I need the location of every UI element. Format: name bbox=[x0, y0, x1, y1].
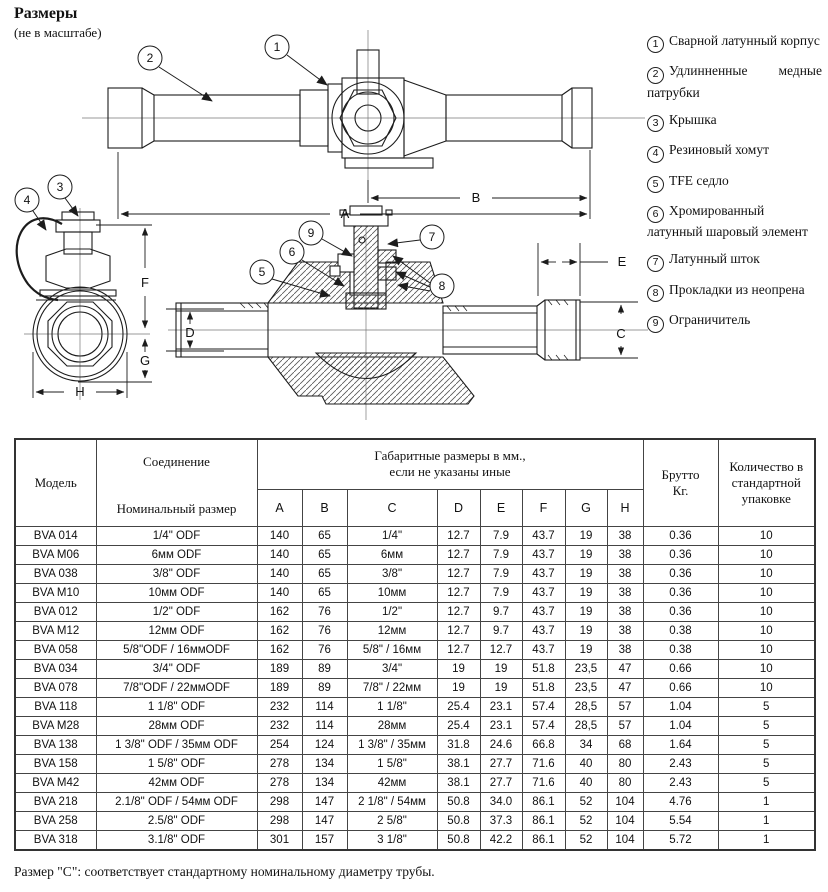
table-row bbox=[15, 584, 815, 603]
value-cell: 52 bbox=[565, 793, 607, 812]
value-cell: 1 3/8" / 35мм bbox=[347, 736, 437, 755]
value-cell: 5 bbox=[718, 717, 815, 736]
value-cell: 6мм ODF bbox=[96, 546, 257, 565]
value-cell: 157 bbox=[302, 831, 347, 851]
value-cell: 65 bbox=[302, 546, 347, 565]
value-cell: 7/8" / 22мм bbox=[347, 679, 437, 698]
value-cell: 2 5/8" bbox=[347, 812, 437, 831]
page-subtitle: (не в масштабе) bbox=[14, 25, 102, 40]
model-cell: BVA 218 bbox=[15, 793, 96, 812]
value-cell: 12.7 bbox=[437, 565, 480, 584]
value-cell: 19 bbox=[480, 679, 522, 698]
value-cell: 124 bbox=[302, 736, 347, 755]
value-cell: 5 bbox=[718, 755, 815, 774]
value-cell: 5.72 bbox=[643, 831, 718, 851]
legend-item bbox=[647, 172, 822, 193]
value-cell: 298 bbox=[257, 793, 302, 812]
value-cell: 301 bbox=[257, 831, 302, 851]
value-cell: 3 1/8" bbox=[347, 831, 437, 851]
model-cell: BVA M42 bbox=[15, 774, 96, 793]
value-cell: 10 bbox=[718, 584, 815, 603]
value-cell: 3/4" ODF bbox=[96, 660, 257, 679]
value-cell: 38 bbox=[607, 527, 643, 546]
value-cell: 12.7 bbox=[437, 622, 480, 641]
value-cell: 86.1 bbox=[522, 812, 565, 831]
valve-diagrams bbox=[0, 0, 650, 432]
value-cell: 57 bbox=[607, 698, 643, 717]
legend-item-text: Латунный шток bbox=[669, 251, 760, 267]
dimensions-table bbox=[14, 438, 816, 851]
value-cell: 71.6 bbox=[522, 755, 565, 774]
value-cell: 19 bbox=[437, 679, 480, 698]
table-row bbox=[15, 565, 815, 584]
table-row bbox=[15, 831, 815, 851]
table-footnote: Размер "С": соответствует стандартному номинальному диаметру трубы. bbox=[14, 864, 435, 879]
value-cell: 7.9 bbox=[480, 527, 522, 546]
svg-text:1: 1 bbox=[273, 40, 281, 54]
value-cell: 27.7 bbox=[480, 755, 522, 774]
value-cell: 10 bbox=[718, 546, 815, 565]
col-header-dim-G: G bbox=[565, 489, 607, 526]
legend-item bbox=[647, 250, 822, 271]
value-cell: 51.8 bbox=[522, 679, 565, 698]
value-cell: 162 bbox=[257, 603, 302, 622]
value-cell: 50.8 bbox=[437, 793, 480, 812]
value-cell: 189 bbox=[257, 660, 302, 679]
value-cell: 4.76 bbox=[643, 793, 718, 812]
value-cell: 0.36 bbox=[643, 546, 718, 565]
value-cell: 19 bbox=[437, 660, 480, 679]
col-header-dim-E: E bbox=[480, 489, 522, 526]
dim-label-A: A bbox=[340, 206, 350, 221]
page-title: Размеры bbox=[14, 5, 78, 22]
value-cell: 6мм bbox=[347, 546, 437, 565]
col-header-dim-A: A bbox=[257, 489, 302, 526]
value-cell: 27.7 bbox=[480, 774, 522, 793]
value-cell: 5 bbox=[718, 736, 815, 755]
nominal-size-label: Номинальный размер bbox=[116, 501, 237, 516]
value-cell: 278 bbox=[257, 774, 302, 793]
value-cell: 1/2" ODF bbox=[96, 603, 257, 622]
value-cell: 38 bbox=[607, 641, 643, 660]
col-header-dim-H: H bbox=[607, 489, 643, 526]
value-cell: 0.36 bbox=[643, 565, 718, 584]
legend-item bbox=[647, 141, 822, 162]
value-cell: 43.7 bbox=[522, 565, 565, 584]
model-cell: BVA 258 bbox=[15, 812, 96, 831]
value-cell: 104 bbox=[607, 793, 643, 812]
table-row bbox=[15, 774, 815, 793]
value-cell: 10 bbox=[718, 565, 815, 584]
dim-label-E: E bbox=[617, 254, 627, 269]
value-cell: 12мм ODF bbox=[96, 622, 257, 641]
value-cell: 47 bbox=[607, 660, 643, 679]
value-cell: 40 bbox=[565, 774, 607, 793]
value-cell: 28,5 bbox=[565, 698, 607, 717]
col-header-model: Модель bbox=[15, 439, 96, 527]
table-body bbox=[15, 527, 815, 851]
value-cell: 38 bbox=[607, 546, 643, 565]
value-cell: 50.8 bbox=[437, 812, 480, 831]
value-cell: 19 bbox=[480, 660, 522, 679]
value-cell: 0.36 bbox=[643, 584, 718, 603]
value-cell: 80 bbox=[607, 755, 643, 774]
value-cell: 25.4 bbox=[437, 717, 480, 736]
value-cell: 65 bbox=[302, 565, 347, 584]
legend-number-badge: 5 bbox=[647, 176, 664, 193]
model-cell: BVA 034 bbox=[15, 660, 96, 679]
value-cell: 43.7 bbox=[522, 584, 565, 603]
value-cell: 7.9 bbox=[480, 546, 522, 565]
value-cell: 10 bbox=[718, 679, 815, 698]
model-cell: BVA 158 bbox=[15, 755, 96, 774]
value-cell: 86.1 bbox=[522, 831, 565, 851]
legend-number-badge: 3 bbox=[647, 115, 664, 132]
value-cell: 38 bbox=[607, 603, 643, 622]
value-cell: 10мм ODF bbox=[96, 584, 257, 603]
value-cell: 7/8"ODF / 22ммODF bbox=[96, 679, 257, 698]
section-view-drawing bbox=[176, 206, 580, 404]
value-cell: 43.7 bbox=[522, 603, 565, 622]
value-cell: 1 5/8" ODF bbox=[96, 755, 257, 774]
table-row bbox=[15, 755, 815, 774]
value-cell: 86.1 bbox=[522, 793, 565, 812]
legend-item-text: Удлинненные медные патрубки bbox=[647, 63, 822, 100]
value-cell: 51.8 bbox=[522, 660, 565, 679]
value-cell: 140 bbox=[257, 527, 302, 546]
legend-number-badge: 7 bbox=[647, 255, 664, 272]
legend-item-text: Прокладки из неопрена bbox=[669, 281, 805, 297]
value-cell: 19 bbox=[565, 622, 607, 641]
value-cell: 76 bbox=[302, 641, 347, 660]
value-cell: 147 bbox=[302, 793, 347, 812]
value-cell: 278 bbox=[257, 755, 302, 774]
value-cell: 42.2 bbox=[480, 831, 522, 851]
table-row bbox=[15, 546, 815, 565]
value-cell: 43.7 bbox=[522, 527, 565, 546]
value-cell: 89 bbox=[302, 660, 347, 679]
value-cell: 1 3/8" ODF / 35мм ODF bbox=[96, 736, 257, 755]
value-cell: 65 bbox=[302, 527, 347, 546]
model-cell: BVA 318 bbox=[15, 831, 96, 851]
table-row bbox=[15, 660, 815, 679]
value-cell: 52 bbox=[565, 812, 607, 831]
value-cell: 34.0 bbox=[480, 793, 522, 812]
value-cell: 34 bbox=[565, 736, 607, 755]
value-cell: 2.1/8" ODF / 54мм ODF bbox=[96, 793, 257, 812]
dim-label-H: H bbox=[75, 384, 85, 399]
value-cell: 76 bbox=[302, 603, 347, 622]
svg-text:6: 6 bbox=[288, 245, 296, 259]
table-row bbox=[15, 603, 815, 622]
value-cell: 28,5 bbox=[565, 717, 607, 736]
value-cell: 7.9 bbox=[480, 584, 522, 603]
value-cell: 2.43 bbox=[643, 755, 718, 774]
value-cell: 1.04 bbox=[643, 717, 718, 736]
value-cell: 38.1 bbox=[437, 774, 480, 793]
dim-label-D: D bbox=[185, 325, 195, 340]
value-cell: 232 bbox=[257, 698, 302, 717]
value-cell: 1 bbox=[718, 793, 815, 812]
value-cell: 57 bbox=[607, 717, 643, 736]
value-cell: 10мм bbox=[347, 584, 437, 603]
dim-label-B: B bbox=[471, 190, 481, 205]
legend-item-text: Сварной латунный корпус bbox=[669, 33, 820, 48]
value-cell: 23,5 bbox=[565, 679, 607, 698]
value-cell: 140 bbox=[257, 546, 302, 565]
value-cell: 2.5/8" ODF bbox=[96, 812, 257, 831]
legend-item bbox=[647, 311, 822, 332]
legend-item-text: Хромированный латунный шаровый элемент bbox=[647, 203, 808, 240]
value-cell: 254 bbox=[257, 736, 302, 755]
legend-number-badge: 4 bbox=[647, 146, 664, 163]
svg-text:7: 7 bbox=[428, 230, 436, 244]
value-cell: 140 bbox=[257, 565, 302, 584]
value-cell: 1/4" bbox=[347, 527, 437, 546]
value-cell: 23.1 bbox=[480, 717, 522, 736]
value-cell: 9.7 bbox=[480, 622, 522, 641]
value-cell: 19 bbox=[565, 584, 607, 603]
value-cell: 10 bbox=[718, 603, 815, 622]
value-cell: 76 bbox=[302, 622, 347, 641]
col-header-connection bbox=[96, 439, 257, 527]
value-cell: 5 bbox=[718, 698, 815, 717]
col-header-dim-D: D bbox=[437, 489, 480, 526]
value-cell: 1 1/8" bbox=[347, 698, 437, 717]
value-cell: 1 1/8" ODF bbox=[96, 698, 257, 717]
value-cell: 12.7 bbox=[437, 546, 480, 565]
legend-number-badge: 2 bbox=[647, 67, 664, 84]
value-cell: 1.64 bbox=[643, 736, 718, 755]
table-row bbox=[15, 812, 815, 831]
svg-text:5: 5 bbox=[258, 265, 266, 279]
value-cell: 1 bbox=[718, 812, 815, 831]
col-header-dim-B: B bbox=[302, 489, 347, 526]
value-cell: 3/4" bbox=[347, 660, 437, 679]
value-cell: 0.66 bbox=[643, 660, 718, 679]
value-cell: 0.36 bbox=[643, 527, 718, 546]
value-cell: 10 bbox=[718, 641, 815, 660]
value-cell: 134 bbox=[302, 755, 347, 774]
table-row bbox=[15, 793, 815, 812]
value-cell: 43.7 bbox=[522, 622, 565, 641]
svg-text:9: 9 bbox=[307, 226, 315, 240]
table-row bbox=[15, 641, 815, 660]
table-row bbox=[15, 717, 815, 736]
top-view-drawing bbox=[108, 50, 592, 168]
value-cell: 89 bbox=[302, 679, 347, 698]
value-cell: 43.7 bbox=[522, 546, 565, 565]
table-row bbox=[15, 736, 815, 755]
value-cell: 2.43 bbox=[643, 774, 718, 793]
col-header-dimensions-group: Габаритные размеры в мм., если не указаны иные bbox=[257, 439, 643, 489]
value-cell: 114 bbox=[302, 698, 347, 717]
value-cell: 47 bbox=[607, 679, 643, 698]
value-cell: 12.7 bbox=[437, 584, 480, 603]
value-cell: 57.4 bbox=[522, 717, 565, 736]
value-cell: 10 bbox=[718, 622, 815, 641]
svg-text:3: 3 bbox=[56, 180, 64, 194]
value-cell: 10 bbox=[718, 527, 815, 546]
value-cell: 1/4" ODF bbox=[96, 527, 257, 546]
col-header-dim-F: F bbox=[522, 489, 565, 526]
value-cell: 38 bbox=[607, 584, 643, 603]
legend-item-text: Резиновый хомут bbox=[669, 142, 769, 158]
model-cell: BVA 138 bbox=[15, 736, 96, 755]
legend-item bbox=[647, 281, 822, 302]
value-cell: 298 bbox=[257, 812, 302, 831]
value-cell: 5/8"ODF / 16ммODF bbox=[96, 641, 257, 660]
value-cell: 5.54 bbox=[643, 812, 718, 831]
value-cell: 28мм ODF bbox=[96, 717, 257, 736]
value-cell: 104 bbox=[607, 812, 643, 831]
model-cell: BVA M28 bbox=[15, 717, 96, 736]
model-cell: BVA 038 bbox=[15, 565, 96, 584]
value-cell: 114 bbox=[302, 717, 347, 736]
value-cell: 3/8" ODF bbox=[96, 565, 257, 584]
value-cell: 0.36 bbox=[643, 603, 718, 622]
value-cell: 19 bbox=[565, 603, 607, 622]
value-cell: 1 5/8" bbox=[347, 755, 437, 774]
value-cell: 1.04 bbox=[643, 698, 718, 717]
value-cell: 3/8" bbox=[347, 565, 437, 584]
value-cell: 5 bbox=[718, 774, 815, 793]
model-cell: BVA M10 bbox=[15, 584, 96, 603]
value-cell: 23.1 bbox=[480, 698, 522, 717]
value-cell: 43.7 bbox=[522, 641, 565, 660]
dim-label-F: F bbox=[141, 275, 149, 290]
value-cell: 134 bbox=[302, 774, 347, 793]
value-cell: 37.3 bbox=[480, 812, 522, 831]
value-cell: 104 bbox=[607, 831, 643, 851]
value-cell: 7.9 bbox=[480, 565, 522, 584]
value-cell: 38.1 bbox=[437, 755, 480, 774]
model-cell: BVA 012 bbox=[15, 603, 96, 622]
value-cell: 19 bbox=[565, 565, 607, 584]
value-cell: 162 bbox=[257, 622, 302, 641]
model-cell: BVA 078 bbox=[15, 679, 96, 698]
col-header-dim-C: C bbox=[347, 489, 437, 526]
value-cell: 147 bbox=[302, 812, 347, 831]
svg-text:4: 4 bbox=[23, 193, 31, 207]
value-cell: 19 bbox=[565, 641, 607, 660]
value-cell: 12.7 bbox=[437, 527, 480, 546]
value-cell: 42мм bbox=[347, 774, 437, 793]
legend-item bbox=[647, 111, 822, 132]
dim-label-G: G bbox=[139, 353, 151, 368]
table-row bbox=[15, 622, 815, 641]
value-cell: 2 1/8" / 54мм bbox=[347, 793, 437, 812]
value-cell: 38 bbox=[607, 622, 643, 641]
model-cell: BVA 118 bbox=[15, 698, 96, 717]
value-cell: 12.7 bbox=[437, 603, 480, 622]
value-cell: 19 bbox=[565, 527, 607, 546]
value-cell: 68 bbox=[607, 736, 643, 755]
value-cell: 52 bbox=[565, 831, 607, 851]
value-cell: 50.8 bbox=[437, 831, 480, 851]
legend-item-text: Ограничитель bbox=[669, 312, 751, 328]
value-cell: 19 bbox=[565, 546, 607, 565]
col-header-pack-qty: Количество в стандартной упаковке bbox=[718, 439, 815, 527]
value-cell: 162 bbox=[257, 641, 302, 660]
value-cell: 1 bbox=[718, 831, 815, 851]
legend-item bbox=[647, 62, 822, 101]
legend-item bbox=[647, 32, 822, 53]
legend-number-badge: 9 bbox=[647, 316, 664, 333]
value-cell: 40 bbox=[565, 755, 607, 774]
svg-text:8: 8 bbox=[438, 279, 446, 293]
legend-number-badge: 1 bbox=[647, 36, 664, 53]
table-row bbox=[15, 679, 815, 698]
model-cell: BVA 014 bbox=[15, 527, 96, 546]
value-cell: 24.6 bbox=[480, 736, 522, 755]
value-cell: 5/8" / 16мм bbox=[347, 641, 437, 660]
value-cell: 66.8 bbox=[522, 736, 565, 755]
value-cell: 25.4 bbox=[437, 698, 480, 717]
model-cell: BVA M12 bbox=[15, 622, 96, 641]
parts-legend bbox=[647, 32, 822, 342]
value-cell: 0.38 bbox=[643, 622, 718, 641]
value-cell: 31.8 bbox=[437, 736, 480, 755]
value-cell: 9.7 bbox=[480, 603, 522, 622]
value-cell: 12.7 bbox=[480, 641, 522, 660]
col-header-gross-weight: Брутто Кг. bbox=[643, 439, 718, 527]
value-cell: 12мм bbox=[347, 622, 437, 641]
value-cell: 38 bbox=[607, 565, 643, 584]
table-row bbox=[15, 698, 815, 717]
value-cell: 3.1/8" ODF bbox=[96, 831, 257, 851]
value-cell: 28мм bbox=[347, 717, 437, 736]
value-cell: 80 bbox=[607, 774, 643, 793]
dim-label-C: C bbox=[616, 326, 626, 341]
svg-text:2: 2 bbox=[146, 51, 154, 65]
value-cell: 12.7 bbox=[437, 641, 480, 660]
value-cell: 42мм ODF bbox=[96, 774, 257, 793]
legend-number-badge: 6 bbox=[647, 206, 664, 223]
connection-label: Соединение bbox=[143, 454, 210, 469]
value-cell: 71.6 bbox=[522, 774, 565, 793]
value-cell: 1/2" bbox=[347, 603, 437, 622]
value-cell: 65 bbox=[302, 584, 347, 603]
value-cell: 0.38 bbox=[643, 641, 718, 660]
legend-number-badge: 8 bbox=[647, 285, 664, 302]
table-row bbox=[15, 527, 815, 546]
value-cell: 189 bbox=[257, 679, 302, 698]
model-cell: BVA 058 bbox=[15, 641, 96, 660]
value-cell: 140 bbox=[257, 584, 302, 603]
value-cell: 23,5 bbox=[565, 660, 607, 679]
legend-item-text: Крышка bbox=[669, 111, 717, 127]
value-cell: 10 bbox=[718, 660, 815, 679]
legend-item-text: TFE седло bbox=[669, 172, 729, 188]
value-cell: 0.66 bbox=[643, 679, 718, 698]
value-cell: 57.4 bbox=[522, 698, 565, 717]
legend-item bbox=[647, 202, 822, 241]
model-cell: BVA M06 bbox=[15, 546, 96, 565]
value-cell: 232 bbox=[257, 717, 302, 736]
